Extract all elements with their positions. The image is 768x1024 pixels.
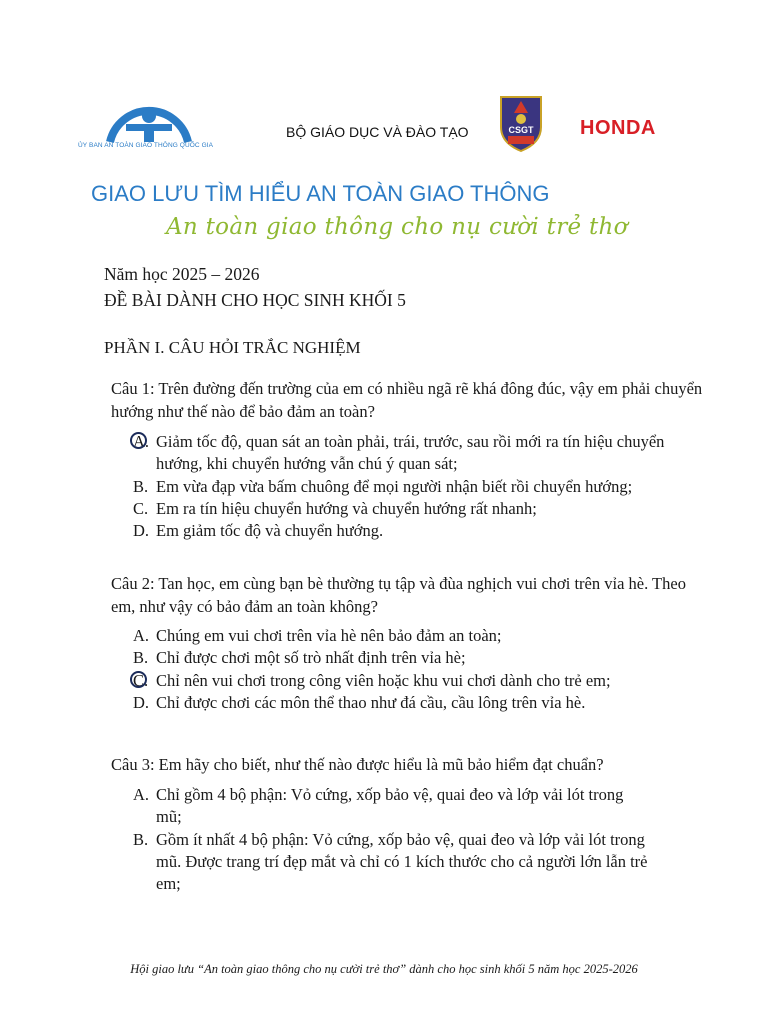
option-letter: D. xyxy=(133,692,150,712)
option-text: Chỉ được chơi các môn thể thao như đá cầu, cầu lông trên vỉa hè. xyxy=(156,692,586,712)
option-text: Chúng em vui chơi trên vỉa hè nên bảo đảm an toàn; xyxy=(156,626,502,645)
option-1b[interactable] xyxy=(133,476,693,498)
option-letter: B. xyxy=(133,829,149,849)
question-3-text: Câu 3: Em hãy cho biết, như thế nào được hiểu là mũ bảo hiểm đạt chuẩn? xyxy=(111,755,604,774)
selected-circle-icon xyxy=(130,671,147,688)
page-footer: Hội giao lưu “An toàn giao thông cho nụ cười trẻ thơ” dành cho học sinh khối 5 năm học 2025-2026 xyxy=(130,962,638,976)
question-3-options xyxy=(133,784,653,895)
ministry-name: BỘ GIÁO DỤC VÀ ĐÀO TẠO xyxy=(286,124,469,140)
honda-logo: HONDA xyxy=(580,117,656,139)
question-2-options xyxy=(133,625,693,714)
option-1c[interactable] xyxy=(133,498,693,520)
school-year: Năm học 2025 – 2026 xyxy=(104,264,260,284)
option-text: Em giảm tốc độ và chuyển hướng. xyxy=(156,521,384,541)
option-1d[interactable] xyxy=(133,520,693,542)
option-text: Chỉ nên vui chơi trong công viên hoặc khu vui chơi dành cho trẻ em; xyxy=(156,670,611,690)
option-letter: D. xyxy=(133,521,150,541)
option-letter: C. xyxy=(133,670,149,690)
option-2d[interactable] xyxy=(133,692,693,714)
crest-text: CSGT xyxy=(508,125,534,135)
slogan: An toàn giao thông cho nụ cười trẻ thơ xyxy=(166,214,628,240)
option-letter: B. xyxy=(133,648,149,668)
contest-title: GIAO LƯU TÌM HIỂU AN TOÀN GIAO THÔNG xyxy=(91,181,550,206)
question-1-text: Câu 1: Trên đường đến trường của em có nhiều ngã rẽ khá đông đúc, vậy em phải chuyển hướng như thế nào để bảo đảm an toàn? xyxy=(111,379,703,421)
option-text: Chỉ được chơi một số trò nhất định trên vỉa hè; xyxy=(156,648,466,668)
option-text: Chỉ gồm 4 bộ phận: Vỏ cứng, xốp bảo vệ, quai đeo và lớp vải lót trong mũ; xyxy=(156,785,624,827)
question-2-text: Câu 2: Tan học, em cùng bạn bè thường tụ tập và đùa nghịch vui chơi trên vỉa hè. Theo em, như vậy có bảo đảm an toàn không? xyxy=(111,574,686,616)
option-letter: A. xyxy=(133,432,150,451)
option-text: Giảm tốc độ, quan sát an toàn phải, trái, trước, sau rồi mới ra tín hiệu chuyển hướng, khi chuyển hướng vẫn chú ý quan sát; xyxy=(156,432,665,474)
traffic-safety-committee-logo xyxy=(74,100,224,156)
option-letter: C. xyxy=(133,498,149,518)
option-text: Em vừa đạp vừa bấm chuông để mọi người nhận biết rồi chuyển hướng; xyxy=(156,476,633,496)
section-heading: PHẦN I. CÂU HỎI TRẮC NGHIỆM xyxy=(104,338,361,357)
selected-circle-icon xyxy=(130,432,150,451)
option-3b[interactable] xyxy=(133,829,653,896)
csgt-crest-logo xyxy=(498,93,544,153)
committee-caption: ỦY BAN AN TOÀN GIAO THÔNG QUỐC GIA xyxy=(78,142,214,149)
exam-for: ĐỀ BÀI DÀNH CHO HỌC SINH KHỐI 5 xyxy=(104,290,406,310)
question-1-options xyxy=(133,431,693,542)
option-2a[interactable] xyxy=(133,625,693,647)
option-3a[interactable] xyxy=(133,784,653,829)
option-letter: A. xyxy=(133,626,150,645)
option-1a[interactable] xyxy=(133,431,693,476)
option-2b[interactable] xyxy=(133,647,693,669)
option-2c[interactable] xyxy=(133,670,693,692)
option-letter: A. xyxy=(133,785,150,804)
option-letter: B. xyxy=(133,476,149,496)
shield-icon xyxy=(498,93,544,153)
option-text: Gồm ít nhất 4 bộ phận: Vỏ cứng, xốp bảo vệ, quai đeo và lớp vải lót trong mũ. Được trang trí đẹp mắt và chỉ có 1 kích thước cho cả người lớn lẫn trẻ em; xyxy=(156,829,648,894)
committee-emblem-icon xyxy=(74,100,224,144)
option-text: Em ra tín hiệu chuyển hướng và chuyển hướng rất nhanh; xyxy=(156,498,537,518)
